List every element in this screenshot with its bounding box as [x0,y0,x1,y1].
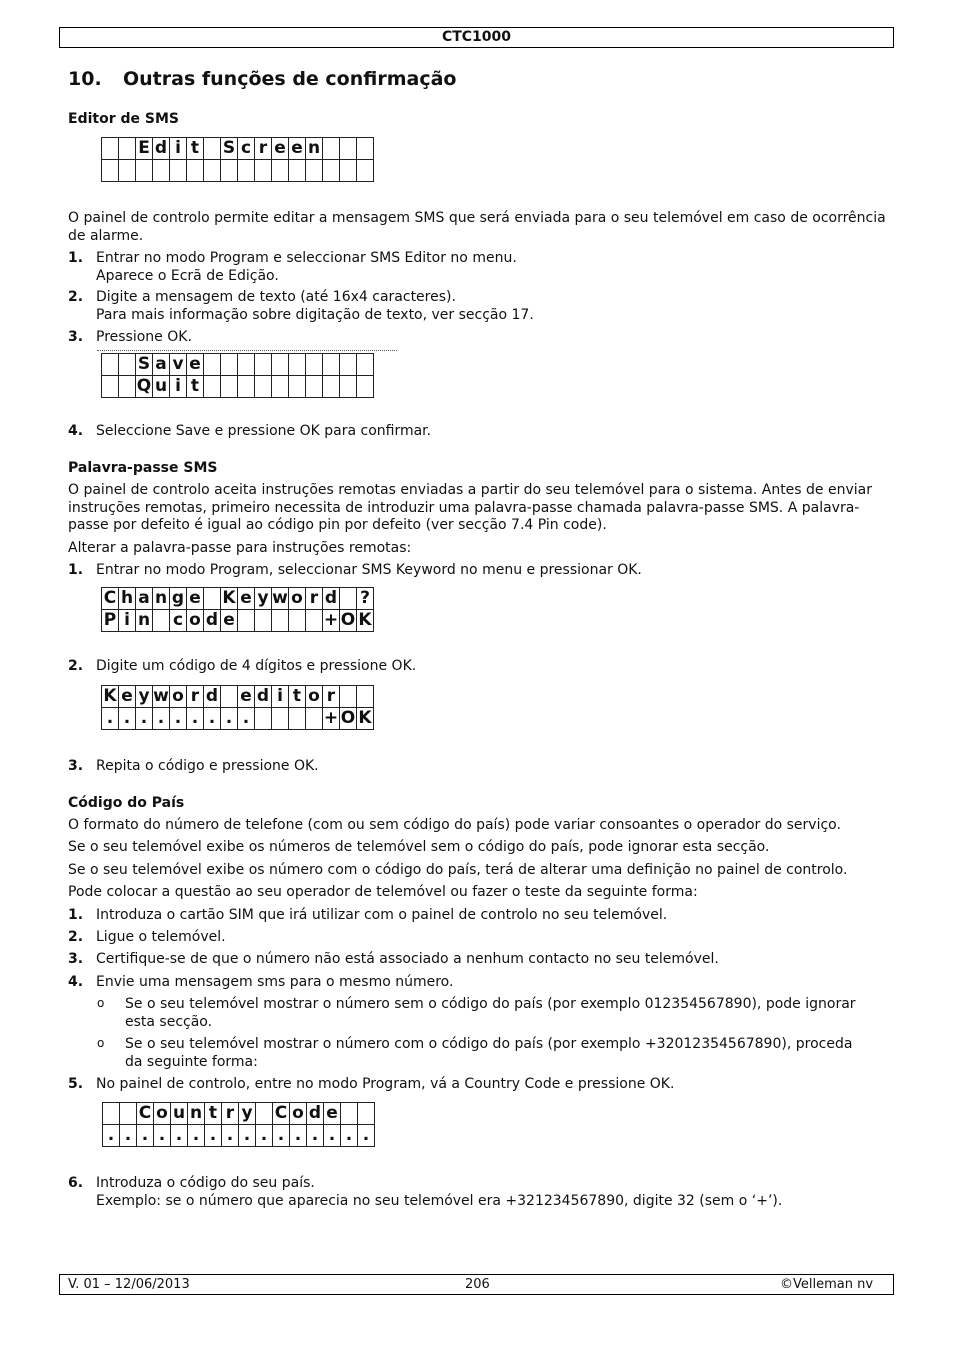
step-text [96,1175,886,1210]
lcd-cell: t [187,376,204,398]
bullet-line: Se o seu telemóvel mostrar o número com o código do país (por exemplo +32012354567890), proceda [125,1036,853,1052]
footer-version: V. 01 – 12/06/2013 [68,1277,190,1292]
lcd-cell: C [273,1103,290,1125]
list-item [68,929,888,947]
country-code-p3: Se o seu telemóvel exibe os número com o código do país, terá de alterar uma definição no painel de controlo. [68,862,848,878]
lcd-cell: e [238,686,255,708]
lcd-cell: r [255,138,272,160]
lcd-cell: t [289,686,306,708]
lcd-cell [136,160,153,182]
lcd-cell: O [340,610,356,630]
lcd-row [102,376,374,398]
lcd-cell [357,160,374,182]
lcd-edit-screen [101,137,374,182]
lcd-cell: n [136,610,153,632]
step-text: Pressione OK. [96,329,192,345]
lcd-cell: g [170,588,187,610]
lcd-cell: S [221,138,238,160]
list-item [68,758,888,776]
lcd-cell: c [238,138,255,160]
lcd-cell: ? [357,588,374,610]
lcd-cell: . [153,708,170,730]
lcd-cell: e [119,686,136,708]
lcd-cell [272,376,289,398]
step-number: 6. [68,1175,84,1191]
lcd-cell [323,354,340,376]
lcd-cell: . [102,708,119,730]
bullet-line: da seguinte forma: [125,1053,258,1070]
step-line: Digite a mensagem de texto (até 16x4 caracteres). [96,289,456,305]
step-number: 2. [68,929,84,945]
footer-copyright: ©Velleman nv [780,1277,874,1292]
lcd-cell [340,588,357,610]
lcd-cell: i [170,138,187,160]
country-code-heading: Código do País [68,795,185,811]
step-text: Certifique-se de que o número não está associado a nenhum contacto no seu telemóvel. [96,951,719,967]
list-item [68,974,888,992]
step-number: 2. [68,658,84,674]
lcd-cell: w [272,588,288,608]
list-item [68,1076,888,1094]
lcd-cell: . [154,1125,171,1147]
lcd-cell: d [204,686,221,708]
lcd-cell [187,160,204,182]
lcd-cell: + [323,708,339,728]
lcd-cell: . [290,1125,307,1147]
lcd-cell: . [205,1125,222,1147]
lcd-cell: . [239,1125,256,1147]
step-number: 2. [68,289,84,305]
lcd-cell [341,1103,358,1125]
lcd-cell: . [119,708,136,730]
lcd-cell: h [119,588,136,610]
lcd-cell: v [170,354,187,376]
lcd-cell [119,376,136,398]
lcd-cell [340,686,357,708]
lcd-cell: K [358,708,372,728]
lcd-cell [204,588,221,610]
lcd-cell: d [153,138,170,160]
lcd-cell: o [170,686,187,708]
step-number: 3. [68,758,84,774]
bullet-marker: o [97,996,105,1010]
lcd-cell [119,354,136,376]
lcd-cell [221,354,238,376]
lcd-cell: . [188,1125,205,1147]
lcd-cell [306,376,323,398]
lcd-cell: w [153,686,169,706]
list-item [68,423,888,441]
lcd-cell: n [188,1103,205,1125]
lcd-cell [289,376,306,398]
section-title: Outras funções de confirmação [123,68,457,90]
lcd-cell: K [358,610,372,630]
lcd-cell [153,160,170,182]
lcd-cell: . [341,1125,358,1147]
lcd-cell: o [289,588,306,610]
lcd-cell [153,610,170,632]
page-number: 206 [465,1277,490,1292]
lcd-country-code [102,1102,375,1147]
step-number: 1. [68,562,84,578]
lcd-cell: . [137,1125,154,1147]
lcd-cell [221,376,238,398]
lcd-cell [204,376,221,398]
step-number: 3. [68,329,84,345]
step-text: Digite um código de 4 dígitos e pressione OK. [96,658,417,674]
step-number: 1. [68,907,84,923]
lcd-cell [238,354,255,376]
lcd-cell [323,160,340,182]
lcd-cell: o [187,610,204,632]
section-heading [68,68,456,90]
lcd-cell: r [323,686,340,708]
lcd-cell [306,354,323,376]
step-line: Entrar no modo Program e seleccionar SMS Editor no menu. [96,250,517,266]
bullet-item [97,996,887,1032]
lcd-cell: . [324,1125,341,1147]
section-number: 10. [68,68,102,90]
lcd-row [103,1125,375,1147]
lcd-cell [238,610,255,632]
step-text [96,250,886,285]
lcd-cell: n [306,138,323,160]
lcd-cell: . [273,1125,290,1147]
lcd-cell [102,354,119,376]
lcd-cell: O [340,708,356,728]
lcd-cell [255,708,272,730]
bullet-marker: o [97,1036,105,1050]
lcd-cell: d [323,588,340,610]
step-text: Seleccione Save e pressione OK para confirmar. [96,423,432,439]
list-item [68,250,888,286]
lcd-save-quit [101,353,374,398]
lcd-row [102,138,374,160]
step-line: Exemplo: se o número que aparecia no seu telemóvel era +321234567890, digite 32 (sem o ‘+’). [96,1192,783,1209]
country-code-p4: Pode colocar a questão ao seu operador de telemóvel ou fazer o teste da seguinte forma: [68,884,698,900]
lcd-cell: e [324,1103,341,1125]
lcd-cell: a [153,354,170,376]
lcd-row [102,588,374,610]
lcd-cell: d [255,686,272,708]
step-line: Aparece o Ecrã de Edição. [96,267,279,284]
bullet-text [125,1036,887,1071]
step-text [96,289,886,324]
lcd-cell [204,354,221,376]
lcd-cell: . [120,1125,137,1147]
list-item [68,289,888,325]
lcd-cell [119,160,136,182]
lcd-cell: . [238,708,255,730]
lcd-row [102,610,374,632]
step-line: Introduza o código do seu país. [96,1175,315,1191]
lcd-cell [272,354,289,376]
bullet-line: Se o seu telemóvel mostrar o número sem o código do país (por exemplo 012354567890), pode ignorar [125,996,856,1012]
step-number: 1. [68,250,84,266]
lcd-cell: C [137,1103,154,1125]
country-code-p2: Se o seu telemóvel exibe os números de telemóvel sem o código do país, pode ignorar esta secção. [68,839,770,855]
lcd-cell [289,160,306,182]
lcd-cell [170,160,187,182]
lcd-cell [357,138,374,160]
lcd-row [103,1103,375,1125]
lcd-cell: . [103,1125,120,1147]
bullet-item [97,1036,887,1072]
lcd-cell: r [222,1103,239,1125]
lcd-cell: e [289,138,306,160]
lcd-cell: S [136,354,153,376]
lcd-row [102,354,374,376]
lcd-cell [323,376,340,398]
lcd-cell [221,160,238,182]
lcd-cell: . [256,1125,273,1147]
lcd-cell: . [358,1125,375,1147]
lcd-cell [221,686,238,708]
sms-password-intro2: Alterar a palavra-passe para instruções remotas: [68,540,412,556]
lcd-cell: i [272,686,289,708]
lcd-cell [272,708,289,730]
list-item [68,329,888,347]
lcd-cell: . [171,1125,188,1147]
lcd-cell [340,376,357,398]
step-number: 4. [68,974,84,990]
lcd-cell: y [239,1103,256,1125]
lcd-cell: a [136,588,153,610]
step-text: No painel de controlo, entre no modo Program, vá a Country Code e pressione OK. [96,1076,675,1092]
lcd-cell: o [290,1103,307,1125]
lcd-cell: E [136,138,153,160]
lcd-cell [289,708,306,730]
step-number: 3. [68,951,84,967]
lcd-cell [358,1103,375,1125]
lcd-cell [102,160,119,182]
lcd-cell [289,610,306,632]
header-title: CTC1000 [441,29,512,45]
lcd-cell: t [187,138,204,160]
lcd-cell [340,138,357,160]
lcd-cell [255,376,272,398]
lcd-cell: i [170,376,187,398]
lcd-keyword-editor [101,685,374,730]
lcd-cell: u [171,1103,188,1125]
lcd-cell: . [187,708,204,730]
lcd-row [102,160,374,182]
lcd-cell [357,376,374,398]
list-item [68,1175,888,1211]
lcd-cell: r [187,686,204,708]
lcd-cell [289,354,306,376]
lcd-cell [119,138,136,160]
lcd-cell [340,160,357,182]
step-number: 5. [68,1076,84,1092]
lcd-cell [255,354,272,376]
lcd-cell [255,610,272,632]
lcd-cell: C [102,588,119,610]
lcd-cell [255,160,272,182]
lcd-cell: . [221,708,238,730]
lcd-cell [306,610,323,632]
lcd-cell: y [136,686,153,708]
lcd-cell: K [103,686,117,706]
lcd-cell: K [222,588,236,608]
lcd-row [102,686,374,708]
country-code-p1: O formato do número de telefone (com ou sem código do país) pode variar consoantes o operador do serviço. [68,817,841,833]
lcd-cell [120,1103,137,1125]
step-text: Ligue o telemóvel. [96,929,226,945]
step-number: 4. [68,423,84,439]
list-item [68,562,888,580]
lcd-cell: e [221,610,238,632]
lcd-cell [238,160,255,182]
lcd-change-keyword [101,587,374,632]
lcd-cell: o [154,1103,171,1125]
lcd-cell: r [306,588,323,610]
lcd-cell: . [170,708,187,730]
lcd-cell: d [307,1103,324,1125]
lcd-cell [204,160,221,182]
step-text: Introduza o cartão SIM que irá utilizar com o painel de controlo no seu telemóvel. [96,907,668,923]
list-item [68,951,888,969]
sms-password-intro: O painel de controlo aceita instruções remotas enviadas a partir do seu telemóvel para o sistema. Antes de enviar instruções remotas, primeiro necessita de introduzir uma palavra-passe chamada palavra-passe SMS. A palavra-passe por defeito é igual ao código pin por defeito (ver secção 7.4 Pin code). [68,482,872,533]
lcd-cell: n [153,588,170,610]
lcd-cell: . [222,1125,239,1147]
lcd-cell [238,376,255,398]
sms-editor-heading: Editor de SMS [68,111,179,127]
sms-password-heading: Palavra-passe SMS [68,460,218,476]
lcd-cell: i [119,610,136,632]
lcd-cell: u [153,376,170,398]
lcd-cell [272,160,289,182]
lcd-cell: . [204,708,221,730]
lcd-cell [323,138,340,160]
lcd-cell: e [187,588,204,610]
lcd-cell: . [307,1125,324,1147]
lcd-cell [256,1103,273,1125]
lcd-cell: P [102,610,119,632]
lcd-cell: y [255,588,272,610]
lcd-cell [102,376,119,398]
lcd-row [102,708,374,730]
lcd-cell: . [136,708,153,730]
lcd-cell: t [205,1103,222,1125]
list-item [68,907,888,925]
divider [97,350,397,351]
lcd-cell [306,708,323,730]
lcd-cell: + [323,610,339,630]
lcd-cell: c [170,610,187,632]
bullet-line: esta secção. [125,1013,213,1030]
lcd-cell [272,610,289,632]
list-item [68,658,888,676]
step-text: Entrar no modo Program, seleccionar SMS Keyword no menu e pressionar OK. [96,562,642,578]
lcd-cell [102,138,119,160]
step-text: Envie uma mensagem sms para o mesmo número. [96,974,454,990]
lcd-cell [306,160,323,182]
lcd-cell: d [204,610,221,632]
lcd-cell [204,138,221,160]
sms-editor-intro: O painel de controlo permite editar a mensagem SMS que será enviada para o seu telemóvel em caso de ocorrência de alarme. [68,210,886,244]
bullet-text [125,996,887,1031]
lcd-cell [357,354,374,376]
lcd-cell: e [187,354,204,376]
lcd-cell: e [238,588,255,610]
lcd-cell: Q [136,376,152,396]
lcd-cell: e [272,138,289,160]
step-text: Repita o código e pressione OK. [96,758,319,774]
lcd-cell: o [306,686,323,708]
step-line: Para mais informação sobre digitação de texto, ver secção 17. [96,306,534,323]
lcd-cell [340,354,357,376]
lcd-cell [103,1103,120,1125]
lcd-cell [357,686,374,708]
